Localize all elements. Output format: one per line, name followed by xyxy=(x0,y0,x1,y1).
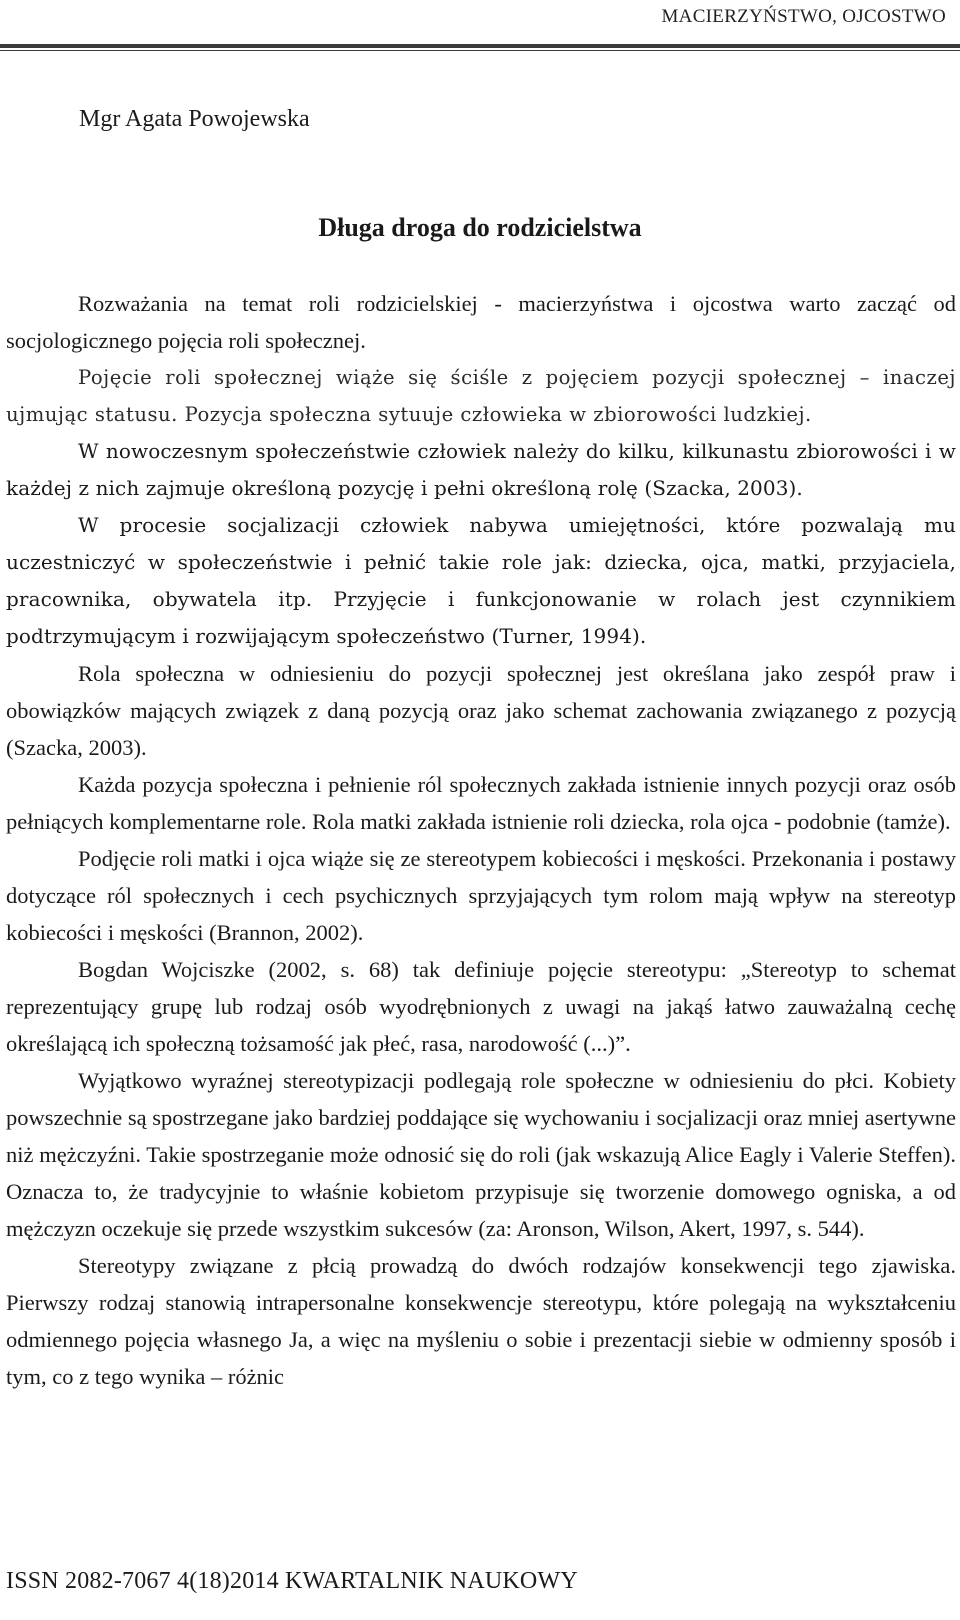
paragraph: W procesie socjalizacji człowiek nabywa umiejętności, które pozwalają mu uczestniczyć w społeczeństwie i pełnić takie role jak: dziecka, ojca, matki, przyjaciela, pracownika, obywatela itp. Przyjęcie i funkcjonowanie w rolach jest czynnikiem podtrzymującym i rozwijającym społeczeństwo (Turner, 1994). xyxy=(6,513,956,648)
paragraph: Wyjątkowo wyraźnej stereotypizacji podlegają role społeczne w odniesieniu do płci. Kobiety powszechnie są spostrzegane jako bardziej poddające się wychowaniu i socjalizacji oraz mniej asertywne niż mężczyźni. Takie spostrzeganie może odnosić się do roli (jak wskazują Alice Eagly i Valerie Steffen). Oznacza to, że tradycyjnie to właśnie kobietom przypisuje się tworzenie domowego ogniska, a od mężczyzn oczekuje się przede wszystkim sukcesów (za: Aronson, Wilson, Akert, 1997, s. 544). xyxy=(6,1068,956,1241)
paragraph: Bogdan Wojciszke (2002, s. 68) tak definiuje pojęcie stereotypu: „Stereotyp to schemat reprezentujący grupę lub rodzaj osób wyodrębnionych z uwagi na jakąś łatwo zauważalną cechę określającą ich społeczną tożsamość jak płeć, rasa, narodowość (...)”. xyxy=(6,957,956,1056)
header-divider-thin xyxy=(0,50,960,51)
page-footer: ISSN 2082-7067 4(18)2014 KWARTALNIK NAUKOWY xyxy=(6,1568,578,1594)
paragraph: Podjęcie roli matki i ojca wiąże się ze stereotypem kobiecości i męskości. Przekonania i postawy dotyczące ról społecznych i cech psychicznych sprzyjających tym rolom mają wpływ na stereotyp kobiecości i męskości (Brannon, 2002). xyxy=(6,846,956,945)
header-divider-thick xyxy=(0,44,960,48)
paragraph: Każda pozycja społeczna i pełnienie ról społecznych zakłada istnienie innych pozycji oraz osób pełniących komplementarne role. Rola matki zakłada istnienie roli dziecka, rola ojca - podobnie (tamże). xyxy=(6,772,956,834)
article-author: Mgr Agata Powojewska xyxy=(79,106,310,132)
article-title: Długa droga do rodzicielstwa xyxy=(318,213,642,242)
running-header: MACIERZYŃSTWO, OJCOSTWO xyxy=(661,6,946,27)
article-body xyxy=(6,285,956,1395)
paragraph: Rozważania na temat roli rodzicielskiej - macierzyństwa i ojcostwa warto zacząć od socjologicznego pojęcia roli społecznej. xyxy=(6,291,956,353)
paragraph: Stereotypy związane z płcią prowadzą do dwóch rodzajów konsekwencji tego zjawiska. Pierwszy rodzaj stanowią intrapersonalne konsekwencje stereotypu, które polegają na wykształceniu odmiennego pojęcia własnego Ja, a więc na myśleniu o sobie i prezentacji siebie w odmienny sposób i tym, co z tego wynika – różnic xyxy=(6,1253,956,1389)
paragraph: Rola społeczna w odniesieniu do pozycji społecznej jest określana jako zespół praw i obowiązków mających związek z daną pozycją oraz jako schemat zachowania związanego z pozycją (Szacka, 2003). xyxy=(6,661,956,760)
paragraph: W nowoczesnym społeczeństwie człowiek należy do kilku, kilkunastu zbiorowości i w każdej z nich zajmuje określoną pozycję i pełni określoną rolę (Szacka, 2003). xyxy=(6,439,956,500)
paragraph: Pojęcie roli społecznej wiąże się ściśle z pojęciem pozycji społecznej – inaczej ujmując statusu. Pozycja społeczna sytuuje człowieka w zbiorowości ludzkiej. xyxy=(6,366,956,426)
